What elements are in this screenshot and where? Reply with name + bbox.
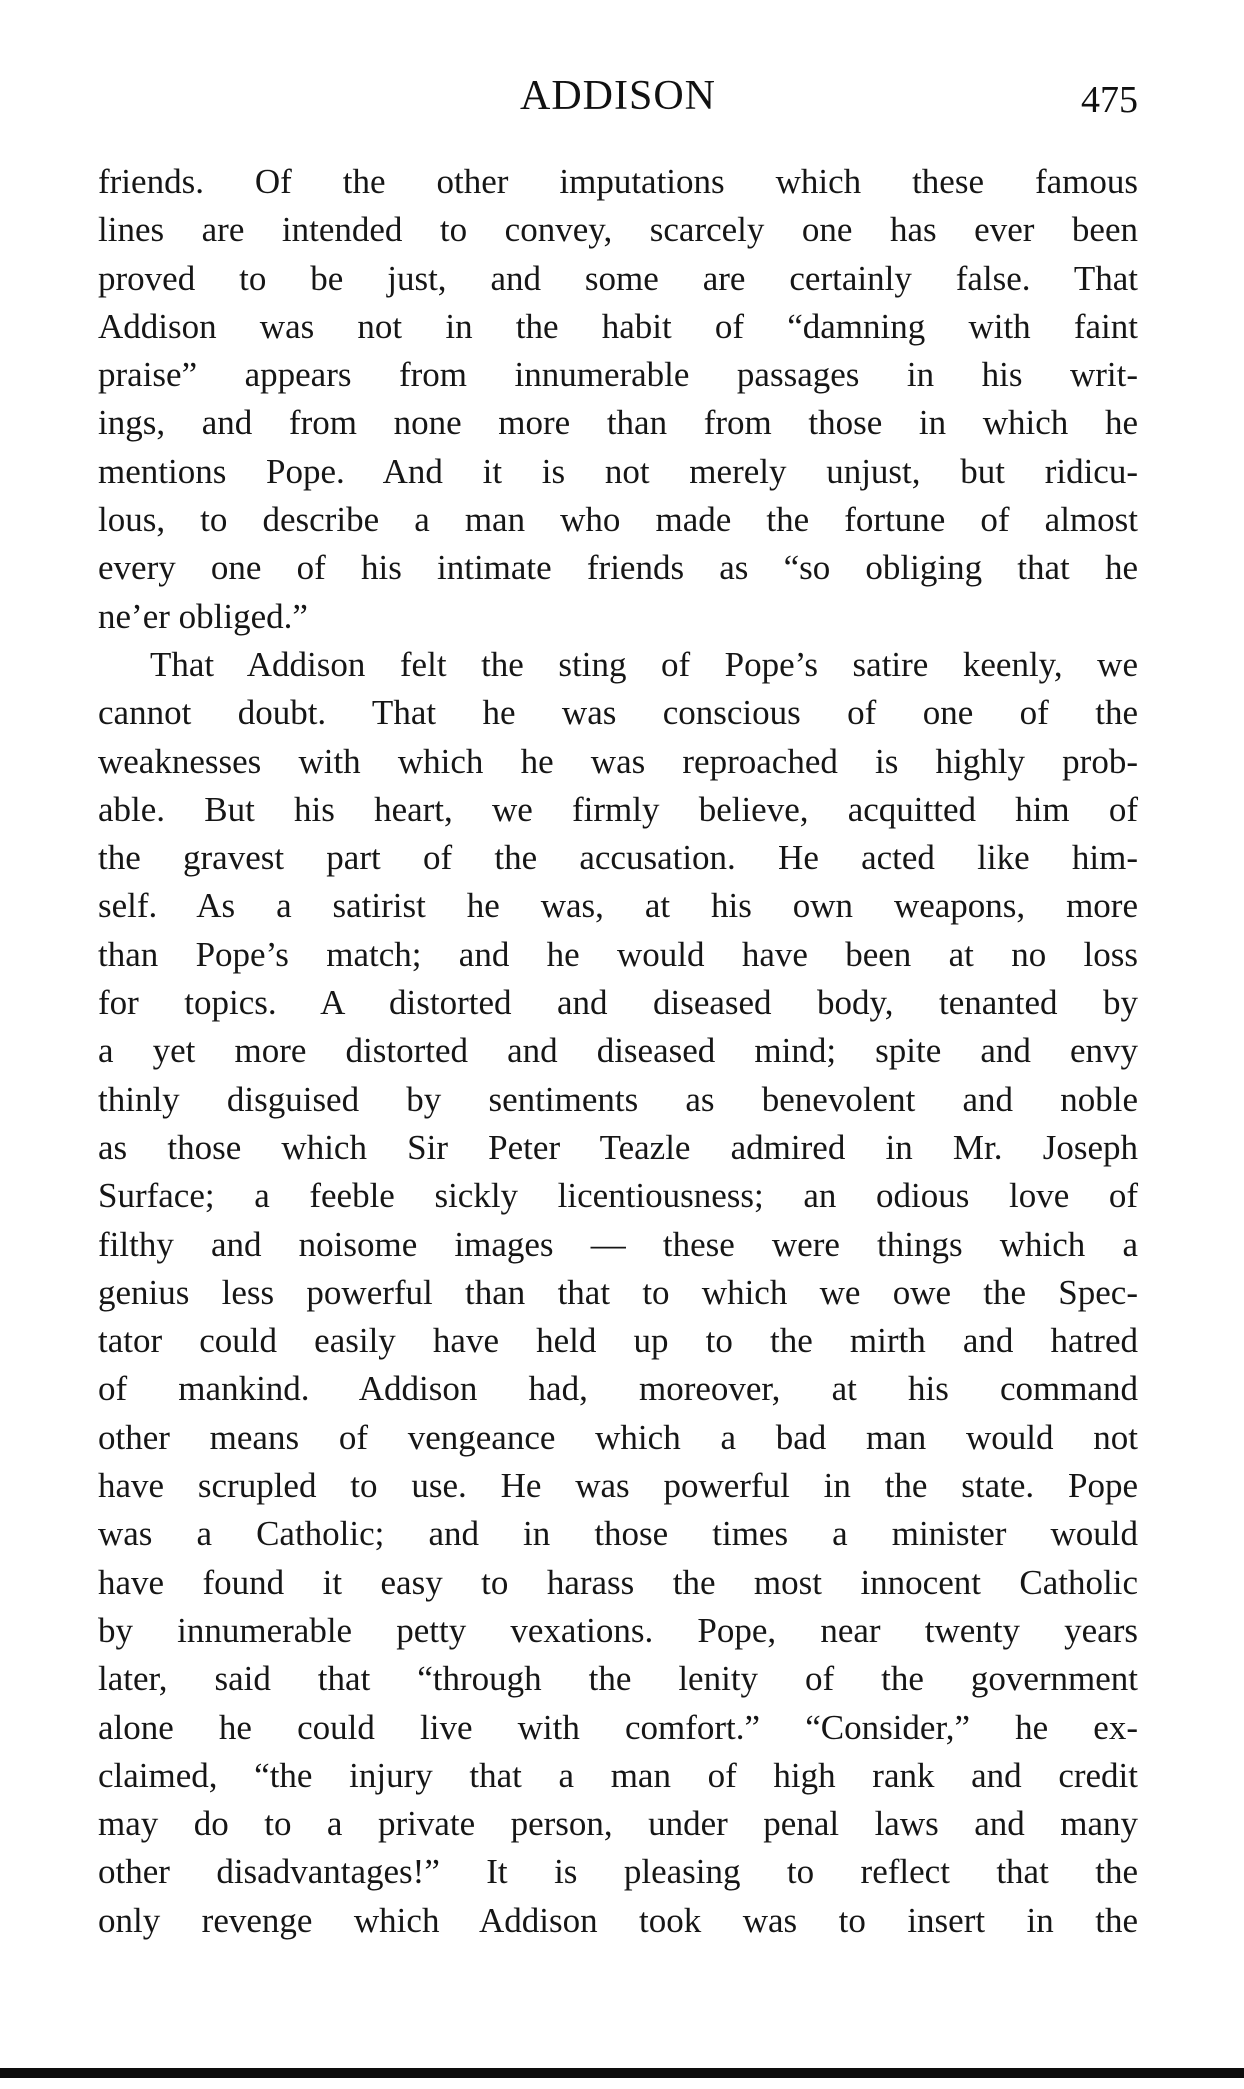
text-line: friends. Of the other imputations which these famous — [98, 162, 1138, 201]
text-line: mentions Pope. And it is not merely unjust, but ridicu- — [98, 451, 1138, 491]
text-line: cannot doubt. That he was conscious of one of the — [98, 693, 1138, 733]
text-line: Surface; a feeble sickly licentiousness; an odious love of — [98, 1176, 1138, 1216]
text-line: weaknesses with which he was reproached is highly prob- — [98, 741, 1138, 781]
text-line: as those which Sir Peter Teazle admired in Mr. Joseph — [98, 1127, 1138, 1167]
text-line: genius less powerful than that to which we owe the Spec- — [98, 1272, 1138, 1312]
text-line: proved to be just, and some are certainly false. That — [98, 258, 1138, 298]
text-line: ings, and from none more than from those in which he — [98, 403, 1138, 443]
text-line: Addison was not in the habit of “damning with faint — [98, 306, 1138, 346]
text-line: only revenge which Addison took was to insert in the — [98, 1900, 1138, 1940]
text-line: may do to a private person, under penal laws and many — [98, 1804, 1138, 1844]
bottom-rule — [0, 2068, 1244, 2078]
text-line: other disadvantages!” It is pleasing to reflect that the — [98, 1852, 1138, 1892]
text-line: later, said that “through the lenity of the government — [98, 1659, 1138, 1699]
text-line: have scrupled to use. He was powerful in the state. Pope — [98, 1466, 1138, 1506]
body-text — [98, 158, 1138, 1945]
running-title: ADDISON — [520, 73, 716, 119]
text-line: the gravest part of the accusation. He acted like him- — [98, 838, 1138, 878]
text-line: thinly disguised by sentiments as benevolent and noble — [98, 1079, 1138, 1119]
text-line: alone he could live with comfort.” “Consider,” he ex- — [98, 1707, 1138, 1747]
text-line: tator could easily have held up to the mirth and hatred — [98, 1321, 1138, 1361]
text-line: than Pope’s match; and he would have been at no loss — [98, 934, 1138, 974]
text-line: praise” appears from innumerable passages in his writ- — [98, 355, 1138, 395]
text-line: was a Catholic; and in those times a minister would — [98, 1514, 1138, 1554]
text-line: self. As a satirist he was, at his own weapons, more — [98, 886, 1138, 926]
page-number: 475 — [1081, 79, 1138, 121]
text-line: have found it easy to harass the most innocent Catholic — [98, 1562, 1138, 1602]
text-line: able. But his heart, we firmly believe, acquitted him of — [98, 789, 1138, 829]
text-line: ne’er obliged.” — [98, 596, 308, 636]
running-head — [98, 72, 1138, 132]
text-line: lous, to describe a man who made the fortune of almost — [98, 500, 1138, 540]
text-line: for topics. A distorted and diseased body, tenanted by — [98, 983, 1138, 1023]
text-line: a yet more distorted and diseased mind; spite and envy — [98, 1031, 1138, 1071]
text-line: every one of his intimate friends as “so obliging that he — [98, 548, 1138, 588]
text-line: by innumerable petty vexations. Pope, near twenty years — [98, 1610, 1138, 1650]
text-line: other means of vengeance which a bad man would not — [98, 1417, 1138, 1457]
text-line: filthy and noisome images — these were things which a — [98, 1224, 1138, 1264]
text-line: That Addison felt the sting of Pope’s satire keenly, we — [150, 644, 1138, 684]
text-line: lines are intended to convey, scarcely one has ever been — [98, 210, 1138, 250]
text-line: of mankind. Addison had, moreover, at his command — [98, 1369, 1138, 1409]
text-line: claimed, “the injury that a man of high rank and credit — [98, 1755, 1138, 1795]
